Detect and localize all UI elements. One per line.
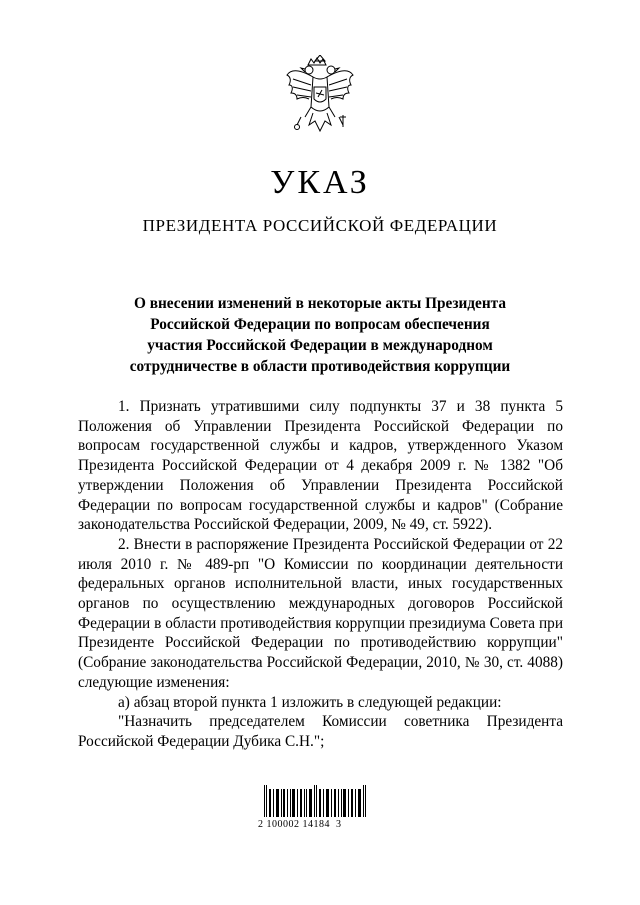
coat-of-arms-emblem (285, 55, 355, 141)
barcode-icon (264, 785, 368, 817)
document-barcode (258, 785, 378, 831)
body-paragraph: 2. Внести в распоряжение Президента Российской Федерации от 22 июля 2010 г. № 489-рп "О Комиссии по координации деятельности федеральных органов исполнительной власти, иных государственных органов по осуществлению международных договоров Российской Федерации в области противодействия коррупции президиума Совета при Президенте Российской Федерации по противодействию коррупции" (Собрание законодательства Российской Федерации, 2010, № 30, ст. 4088) следующие изменения: (78, 535, 563, 691)
document-title (100, 293, 540, 377)
title-line: Российской Федерации по вопросам обеспечения (150, 316, 490, 333)
barcode-number: 2 100002 14184 3 (258, 819, 342, 830)
issuer-heading: ПРЕЗИДЕНТА РОССИЙСКОЙ ФЕДЕРАЦИИ (142, 216, 498, 235)
body-paragraph: 1. Признать утратившими силу подпункты 37 и 38 пункта 5 Положения об Управлении Президента Российской Федерации по вопросам государственной службы и кадров, утвержденного Указом Президента Российской Федерации от 4 декабря 2009 г. № 1382 "Об утверждении Положения об Управлении Президента Российской Федерации по вопросам государственной службы и кадров" (Собрание законодательства Российской Федерации, 2009, № 49, ст. 5922). (78, 398, 563, 534)
russian-coat-of-arms-icon (285, 55, 355, 141)
title-line: сотрудничестве в области противодействия коррупции (129, 358, 511, 375)
document-body (78, 397, 563, 752)
document-type-heading: УКАЗ (270, 164, 370, 201)
title-line: участия Российской Федерации в международном (147, 337, 493, 354)
body-paragraph: "Назначить председателем Комиссии советника Президента Российской Федерации Дубика С.Н."; (78, 713, 563, 750)
title-line: О внесении изменений в некоторые акты Президента (134, 295, 506, 312)
body-paragraph: а) абзац второй пункта 1 изложить в следующей редакции: (118, 693, 502, 711)
